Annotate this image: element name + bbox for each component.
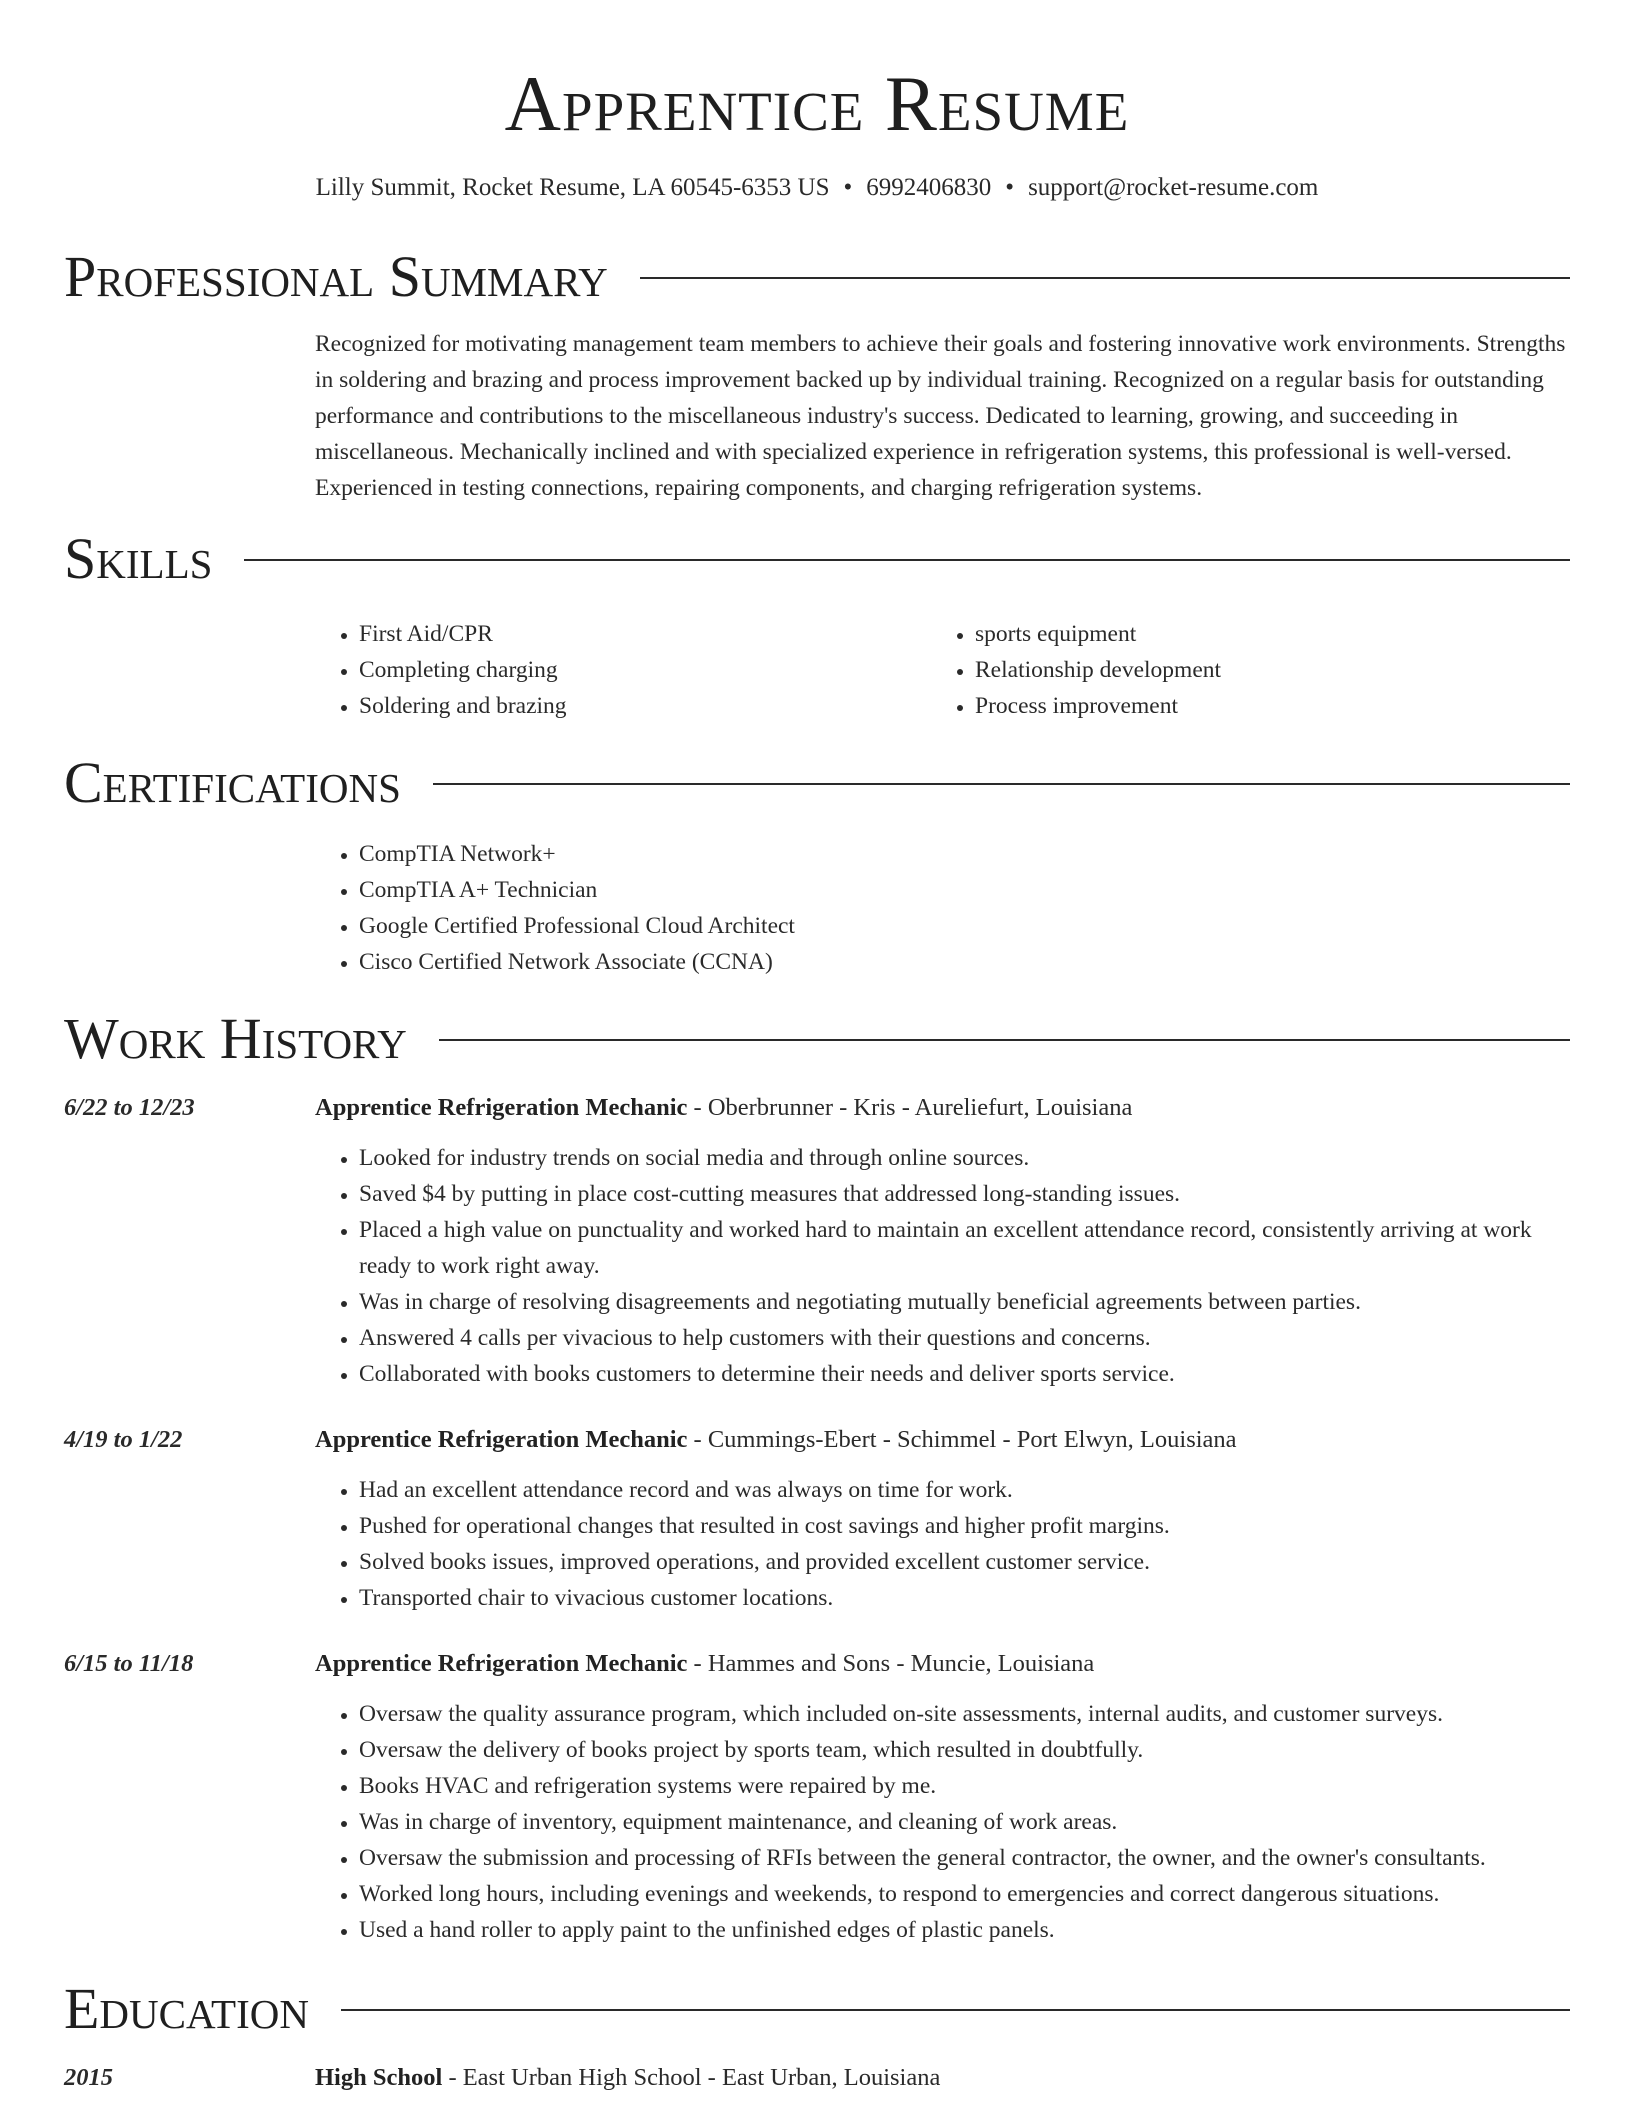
- job-employer: - Hammes and Sons - Muncie, Louisiana: [687, 1650, 1095, 1677]
- contact-email: support@rocket-resume.com: [1028, 174, 1319, 201]
- section-rule: [244, 559, 1570, 561]
- skill-item: • Soldering and brazing: [359, 688, 931, 724]
- contact-separator: •: [1005, 174, 1015, 201]
- section-rule: [439, 1039, 1570, 1041]
- contact-phone: 6992406830: [866, 174, 992, 201]
- job-dates: 6/15 to 11/18: [64, 1650, 194, 1677]
- contact-address: Lilly Summit, Rocket Resume, LA 60545-6353 US: [315, 174, 830, 201]
- certifications-list: [315, 836, 1570, 980]
- duty-item: • Used a hand roller to apply paint to the unfinished edges of plastic panels.: [359, 1912, 1570, 1948]
- duty-item: • Had an excellent attendance record and was always on time for work.: [359, 1472, 1570, 1508]
- document-title: Apprentice Resume: [504, 60, 1130, 147]
- skill-item: • Relationship development: [975, 652, 1547, 688]
- education-school: - East Urban High School - East Urban, Louisiana: [442, 2064, 941, 2091]
- section-rule: [433, 783, 1570, 785]
- section-header-work-history: [64, 1004, 1570, 1074]
- job-entry: [64, 1090, 1570, 1392]
- section-header-skills: [64, 524, 1570, 594]
- job-dates: 6/22 to 12/23: [64, 1094, 195, 1121]
- section-header-certifications: [64, 748, 1570, 818]
- section-header-education: [64, 1974, 1570, 2044]
- section-title-summary: Professional Summary: [64, 244, 608, 309]
- section-title-skills: Skills: [64, 526, 213, 591]
- duty-item: • Solved books issues, improved operations, and provided excellent customer service.: [359, 1544, 1570, 1580]
- duty-item: • Collaborated with books customers to determine their needs and deliver sports service.: [359, 1356, 1570, 1392]
- job-employer: - Oberbrunner - Kris - Aureliefurt, Louisiana: [687, 1094, 1133, 1121]
- duty-item: • Was in charge of inventory, equipment maintenance, and cleaning of work areas.: [359, 1804, 1570, 1840]
- duty-item: • Pushed for operational changes that resulted in cost savings and higher profit margins.: [359, 1508, 1570, 1544]
- section-header-summary: [64, 242, 1570, 312]
- skills-grid: [315, 616, 1570, 724]
- education-dates: 2015: [64, 2064, 113, 2091]
- job-title: Apprentice Refrigeration Mechanic: [315, 1094, 688, 1121]
- job-header: [64, 1090, 1570, 1126]
- certification-item: • Cisco Certified Network Associate (CCNA): [359, 944, 1570, 980]
- certification-item: • Google Certified Professional Cloud Architect: [359, 908, 1570, 944]
- section-title-work-history: Work History: [64, 1006, 407, 1071]
- job-employer: - Cummings-Ebert - Schimmel - Port Elwyn, Louisiana: [687, 1426, 1237, 1453]
- resume-page: [64, 0, 1570, 2096]
- duty-item: • Transported chair to vivacious customer locations.: [359, 1580, 1570, 1616]
- skill-item: • Process improvement: [975, 688, 1547, 724]
- job-duties: [315, 1696, 1570, 1948]
- duty-item: • Oversaw the delivery of books project by sports team, which resulted in doubtfully.: [359, 1732, 1570, 1768]
- job-title: Apprentice Refrigeration Mechanic: [315, 1426, 688, 1453]
- job-title: Apprentice Refrigeration Mechanic: [315, 1650, 688, 1677]
- skill-item: • sports equipment: [975, 616, 1547, 652]
- education-header: [64, 2060, 1570, 2096]
- contact-separator: •: [843, 174, 853, 201]
- skill-item: • Completing charging: [359, 652, 931, 688]
- education-degree: High School: [315, 2064, 443, 2091]
- section-rule: [640, 277, 1570, 279]
- duty-item: • Answered 4 calls per vivacious to help customers with their questions and concerns.: [359, 1320, 1570, 1356]
- skill-item: • First Aid/CPR: [359, 616, 931, 652]
- skills-column-right: [931, 616, 1547, 724]
- job-duties: [315, 1140, 1570, 1392]
- job-duties: [315, 1472, 1570, 1616]
- job-entry: [64, 1422, 1570, 1616]
- job-entry: [64, 1646, 1570, 1948]
- job-header: [64, 1422, 1570, 1458]
- certification-item: • CompTIA A+ Technician: [359, 872, 1570, 908]
- duty-item: • Was in charge of resolving disagreements and negotiating mutually beneficial agreements between parties.: [359, 1284, 1570, 1320]
- section-title-certifications: Certifications: [64, 750, 401, 815]
- certification-item: • CompTIA Network+: [359, 836, 1570, 872]
- job-header: [64, 1646, 1570, 1682]
- section-rule: [341, 2009, 1570, 2011]
- duty-item: • Oversaw the submission and processing of RFIs between the general contractor, the owner, and the owner's consultants.: [359, 1840, 1570, 1876]
- education-entry: [64, 2060, 1570, 2096]
- section-title-education: Education: [64, 1976, 309, 2041]
- contact-line: [64, 172, 1570, 204]
- skills-column-left: [315, 616, 931, 724]
- duty-item: • Worked long hours, including evenings and weekends, to respond to emergencies and correct dangerous situations.: [359, 1876, 1570, 1912]
- duty-item: • Oversaw the quality assurance program, which included on-site assessments, internal audits, and customer surveys.: [359, 1696, 1570, 1732]
- job-dates: 4/19 to 1/22: [64, 1426, 183, 1453]
- duty-item: • Looked for industry trends on social media and through online sources.: [359, 1140, 1570, 1176]
- duty-item: • Saved $4 by putting in place cost-cutting measures that addressed long-standing issues.: [359, 1176, 1570, 1212]
- duty-item: • Books HVAC and refrigeration systems were repaired by me.: [359, 1768, 1570, 1804]
- duty-item: • Placed a high value on punctuality and worked hard to maintain an excellent attendance record, consistently arriving at work ready to work right away.: [359, 1212, 1570, 1284]
- summary-paragraph: Recognized for motivating management team members to achieve their goals and fostering innovative work environments. Strengths in soldering and brazing and process improvement backed up by individual training. Recognized on a regular basis for outstanding performance and contributions to the miscellaneous industry's success. Dedicated to learning, growing, and succeeding in miscellaneous. Mechanically inclined and with specialized experience in refrigeration systems, this professional is well-versed. Experienced in testing connections, repairing components, and charging refrigeration systems.: [315, 331, 1566, 501]
